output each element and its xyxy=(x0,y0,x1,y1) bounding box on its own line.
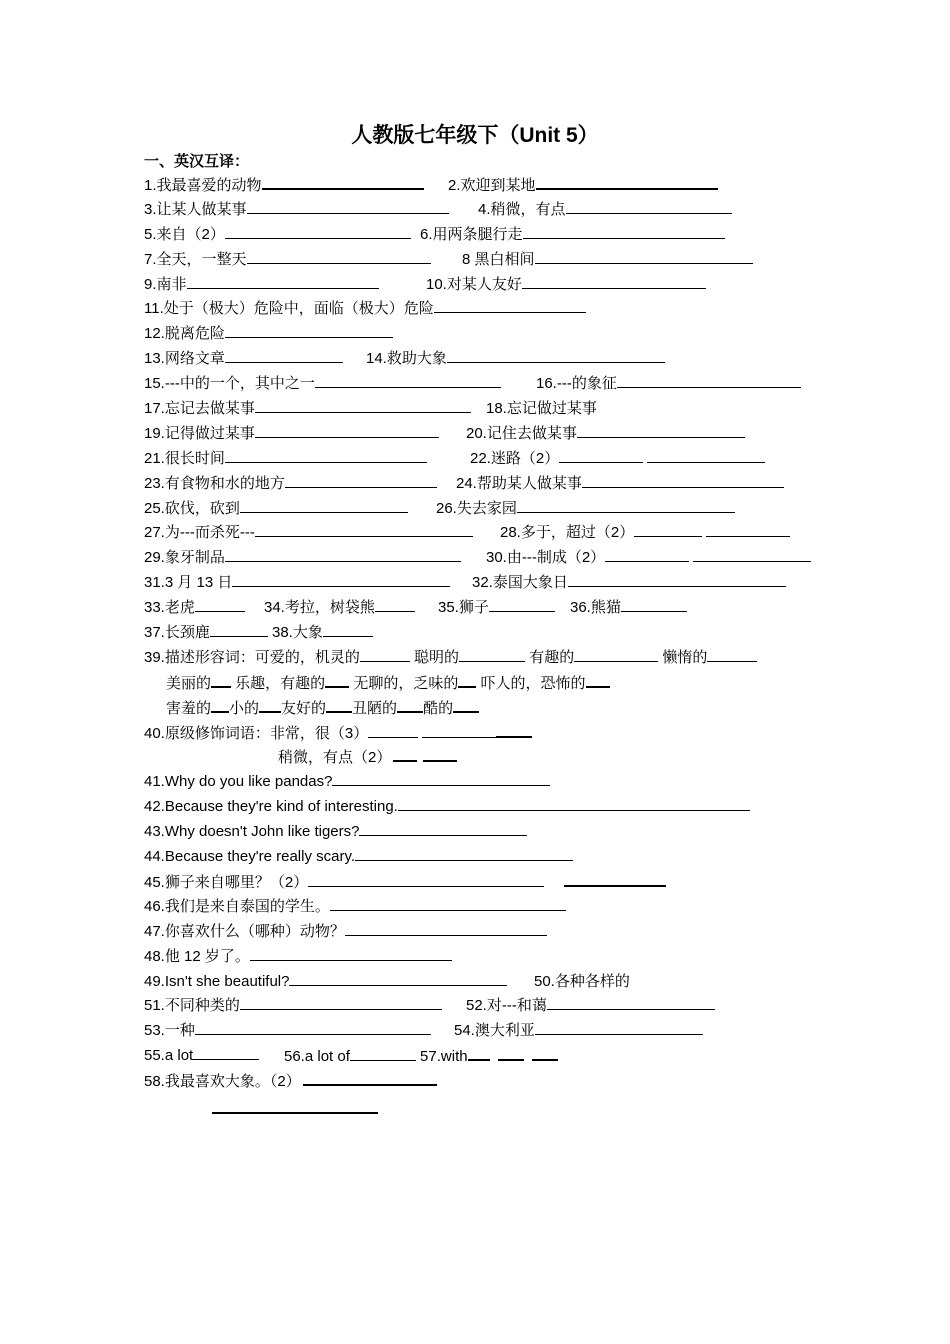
prompt-text: 29.象牙制品 xyxy=(144,549,225,567)
prompt-text: 6.用两条腿行走 xyxy=(420,225,523,243)
exercise-row xyxy=(144,347,824,372)
prompt-text: 19.记得做过某事 xyxy=(144,424,255,442)
prompt-text: 酷的 xyxy=(423,699,454,717)
exercise-item xyxy=(500,521,790,546)
prompt-text: 丑陋的 xyxy=(352,699,398,717)
exercise-row xyxy=(144,646,824,671)
exercise-row xyxy=(144,521,824,546)
prompt-text: 乐趣，有趣的 xyxy=(231,674,326,692)
exercise-item xyxy=(144,770,550,795)
prompt-text: 38.大象 xyxy=(272,624,323,642)
answer-blank[interactable] xyxy=(634,521,702,537)
prompt-text: 44.Because they're really scary. xyxy=(144,848,356,866)
exercise-item xyxy=(366,347,665,372)
answer-blank[interactable] xyxy=(453,696,479,713)
prompt-text: 22.迷路（2） xyxy=(470,449,560,467)
answer-blank[interactable] xyxy=(323,621,373,637)
prompt-text: 害羞的 xyxy=(166,699,212,717)
prompt-text: 55.a lot xyxy=(144,1047,194,1065)
exercise-row xyxy=(144,173,824,198)
prompt-text: 1.我最喜爱的动物 xyxy=(144,177,262,194)
prompt-text: 45.狮子来自哪里？（2） xyxy=(144,873,309,891)
exercise-row xyxy=(144,596,824,621)
answer-blank[interactable] xyxy=(498,1044,524,1061)
exercise-row xyxy=(144,745,824,770)
prompt-text: 26.失去家园 xyxy=(436,499,517,517)
prompt-text: 28.多于，超过（2） xyxy=(500,524,635,542)
exercise-item xyxy=(536,372,801,397)
prompt-text: 16.---的象征 xyxy=(536,375,617,393)
answer-blank[interactable] xyxy=(325,671,349,688)
answer-blank[interactable] xyxy=(496,721,532,738)
prompt-text: 24.帮助某人做某事 xyxy=(456,474,582,492)
answer-blank[interactable] xyxy=(617,372,801,388)
answer-blank[interactable] xyxy=(225,347,343,363)
prompt-text: 懒惰的 xyxy=(658,648,708,666)
prompt-text: 25.砍伐，砍到 xyxy=(144,499,240,517)
answer-blank[interactable] xyxy=(255,397,471,413)
exercise-item xyxy=(486,397,597,422)
prompt-text: 12.脱离危险 xyxy=(144,325,225,343)
answer-blank[interactable] xyxy=(247,198,449,214)
answer-blank[interactable] xyxy=(247,248,431,264)
exercise-row xyxy=(144,497,824,522)
prompt-text: 8 黑白相间 xyxy=(462,250,535,268)
answer-blank[interactable] xyxy=(375,596,415,612)
prompt-text: 58.我最喜欢大象。（2） xyxy=(144,1073,301,1091)
exercise-row xyxy=(144,671,824,696)
answer-blank[interactable] xyxy=(522,273,706,289)
prompt-text: 小的 xyxy=(229,699,260,717)
exercise-row xyxy=(144,273,824,298)
exercise-row xyxy=(144,447,824,472)
prompt-text: 47.你喜欢什么（哪种）动物？ xyxy=(144,922,345,940)
exercise-item xyxy=(284,1044,558,1070)
exercise-row xyxy=(144,198,824,223)
exercise-list xyxy=(144,173,824,1094)
answer-blank[interactable] xyxy=(535,248,753,264)
answer-blank[interactable] xyxy=(210,621,268,637)
exercise-item xyxy=(438,596,555,621)
answer-blank[interactable] xyxy=(447,347,665,363)
exercise-item xyxy=(278,745,457,771)
answer-blank[interactable] xyxy=(255,521,473,537)
exercise-row xyxy=(144,920,824,945)
prompt-text: 5.来自（2） xyxy=(144,225,225,243)
exercise-item xyxy=(144,422,439,447)
answer-blank[interactable] xyxy=(422,722,496,738)
exercise-row xyxy=(144,248,824,273)
exercise-item xyxy=(426,273,706,298)
exercise-item xyxy=(462,248,753,273)
exercise-item xyxy=(166,696,479,722)
answer-blank[interactable] xyxy=(517,497,735,513)
exercise-item xyxy=(486,546,811,571)
exercise-item xyxy=(448,173,718,199)
prompt-text: 35.狮子 xyxy=(438,599,489,617)
answer-blank[interactable] xyxy=(330,895,566,911)
answer-blank[interactable] xyxy=(397,696,423,713)
answer-blank[interactable] xyxy=(368,722,418,738)
exercise-item xyxy=(272,621,373,646)
answer-blank[interactable] xyxy=(303,1069,437,1086)
answer-blank[interactable] xyxy=(559,447,643,463)
answer-blank[interactable] xyxy=(350,1045,416,1061)
section-heading: 一、英汉互译： xyxy=(144,153,250,170)
answer-blank[interactable] xyxy=(225,223,411,239)
exercise-item xyxy=(144,223,411,248)
answer-blank[interactable] xyxy=(706,521,790,537)
exercise-row xyxy=(144,422,824,447)
answer-blank[interactable] xyxy=(566,198,732,214)
exercise-row xyxy=(144,1019,824,1044)
prompt-text: 吓人的，恐怖的 xyxy=(476,674,586,692)
exercise-row xyxy=(144,1044,824,1069)
answer-blank[interactable] xyxy=(187,273,379,289)
answer-blank[interactable] xyxy=(211,671,231,688)
exercise-item xyxy=(144,273,379,298)
answer-blank[interactable] xyxy=(262,173,424,190)
prompt-text: 有趣的 xyxy=(525,648,575,666)
exercise-item xyxy=(144,1044,259,1069)
exercise-item xyxy=(436,497,735,522)
prompt-text: 美丽的 xyxy=(166,674,212,692)
exercise-row xyxy=(144,895,824,920)
prompt-text: 4.稍微，有点 xyxy=(478,200,566,218)
answer-blank[interactable] xyxy=(355,845,573,861)
answer-blank[interactable] xyxy=(255,422,439,438)
prompt-text: 33.老虎 xyxy=(144,599,195,617)
prompt-text: 57.with xyxy=(415,1048,468,1066)
prompt-text: 23.有食物和水的地方 xyxy=(144,474,285,492)
page-title: 人教版七年级下（Unit 5） xyxy=(351,124,599,147)
exercise-item xyxy=(144,845,573,870)
prompt-text: 21.很长时间 xyxy=(144,449,225,467)
exercise-row xyxy=(144,397,824,422)
prompt-text: 14.救助大象 xyxy=(366,350,447,368)
answer-blank[interactable] xyxy=(458,671,476,688)
answer-blank[interactable] xyxy=(240,497,408,513)
prompt-text: 17.忘记去做某事 xyxy=(144,400,255,418)
prompt-text: 27.为---而杀死--- xyxy=(144,524,255,542)
exercise-item xyxy=(144,447,427,472)
prompt-text: 13.网络文章 xyxy=(144,350,225,368)
exercise-row xyxy=(144,546,824,571)
answer-blank[interactable] xyxy=(285,472,437,488)
prompt-text: 32.泰国大象日 xyxy=(472,574,568,592)
exercise-item xyxy=(466,422,745,447)
exercise-item xyxy=(144,546,461,571)
exercise-item xyxy=(466,994,715,1019)
exercise-item xyxy=(144,497,408,522)
answer-blank[interactable] xyxy=(574,646,658,662)
prompt-text: 3.让某人做某事 xyxy=(144,200,247,218)
answer-blank[interactable] xyxy=(225,546,461,562)
prompt-text: 41.Why do you like pandas? xyxy=(144,773,333,791)
exercise-row xyxy=(144,845,824,870)
answer-blank[interactable] xyxy=(423,745,457,762)
answer-blank[interactable] xyxy=(693,546,811,562)
exercise-item xyxy=(144,970,507,995)
answer-blank[interactable] xyxy=(523,223,725,239)
prompt-text: 无聊的，乏味的 xyxy=(349,674,459,692)
exercise-row xyxy=(144,870,824,895)
answer-blank[interactable] xyxy=(398,795,750,811)
exercise-row xyxy=(144,820,824,845)
exercise-row xyxy=(144,621,824,646)
answer-blank[interactable] xyxy=(232,571,450,587)
exercise-item xyxy=(456,472,784,497)
exercise-item xyxy=(144,646,757,671)
answer-blank[interactable] xyxy=(568,571,786,587)
exercise-row xyxy=(144,770,824,795)
prompt-text: 36.熊猫 xyxy=(570,599,621,617)
exercise-item xyxy=(144,198,449,223)
exercise-item xyxy=(144,920,547,945)
prompt-text: 10.对某人友好 xyxy=(426,275,522,293)
answer-blank[interactable] xyxy=(532,1044,558,1061)
answer-blank[interactable] xyxy=(332,770,550,786)
prompt-text: 11.处于（极大）危险中，面临（极大）危险 xyxy=(144,300,434,318)
exercise-item xyxy=(420,223,725,248)
answer-blank[interactable] xyxy=(707,646,757,662)
answer-blank[interactable] xyxy=(315,372,501,388)
exercise-item xyxy=(534,970,630,995)
exercise-row xyxy=(144,372,824,397)
exercise-item xyxy=(144,795,750,820)
answer-blank[interactable] xyxy=(240,994,442,1010)
answer-blank[interactable] xyxy=(225,322,393,338)
exercise-row xyxy=(144,223,824,248)
answer-blank[interactable] xyxy=(647,447,765,463)
exercise-row xyxy=(144,472,824,497)
exercise-row xyxy=(144,721,824,746)
exercise-item xyxy=(144,895,566,920)
answer-blank[interactable] xyxy=(225,447,427,463)
prompt-text: 49.Isn't she beautiful? xyxy=(144,972,290,990)
prompt-text: 37.长颈鹿 xyxy=(144,624,210,642)
exercise-item xyxy=(144,820,527,845)
exercise-item xyxy=(472,571,786,596)
exercise-item xyxy=(144,173,424,199)
exercise-row xyxy=(144,1069,824,1094)
exercise-row xyxy=(144,945,824,970)
answer-blank[interactable] xyxy=(326,696,352,713)
exercise-row xyxy=(144,322,824,347)
prompt-text: 30.由---制成（2） xyxy=(486,549,606,567)
prompt-text: 友好的 xyxy=(281,699,327,717)
prompt-text: 31.3 月 13 日 xyxy=(144,574,233,592)
answer-blank[interactable] xyxy=(250,945,452,961)
answer-blank[interactable] xyxy=(535,1019,703,1035)
exercise-item xyxy=(144,571,450,596)
answer-blank[interactable] xyxy=(468,1044,490,1061)
answer-blank[interactable] xyxy=(211,696,229,713)
prompt-text: 40.原级修饰词语：非常，很（3） xyxy=(144,724,369,742)
answer-blank[interactable] xyxy=(259,696,281,713)
prompt-text: 15.---中的一个，其中之一 xyxy=(144,375,315,393)
exercise-item xyxy=(454,1019,703,1044)
exercise-item xyxy=(144,472,437,497)
prompt-text: 51.不同种类的 xyxy=(144,997,240,1015)
exercise-item xyxy=(144,248,431,273)
prompt-text: 42.Because they're kind of interesting. xyxy=(144,798,398,816)
answer-blank[interactable] xyxy=(605,546,689,562)
exercise-item xyxy=(144,721,532,747)
answer-blank[interactable] xyxy=(489,596,555,612)
answer-blank[interactable] xyxy=(289,970,507,986)
exercise-item xyxy=(144,621,268,646)
answer-blank[interactable] xyxy=(195,596,245,612)
prompt-text: 34.考拉，树袋熊 xyxy=(264,599,375,617)
prompt-text: 稍微，有点（2） xyxy=(278,749,392,767)
answer-blank[interactable] xyxy=(360,646,410,662)
exercise-item xyxy=(144,521,473,546)
answer-blank[interactable] xyxy=(308,871,544,887)
exercise-row xyxy=(144,795,824,820)
answer-blank[interactable] xyxy=(193,1044,259,1060)
answer-blank[interactable] xyxy=(434,297,586,313)
answer-blank[interactable] xyxy=(582,472,784,488)
exercise-item xyxy=(144,347,343,372)
prompt-text: 52.对---和蔼 xyxy=(466,997,547,1015)
prompt-text: 48.他 12 岁了。 xyxy=(144,947,250,965)
exercise-item xyxy=(144,297,586,322)
exercise-item xyxy=(144,1069,437,1095)
exercise-item xyxy=(144,372,501,397)
answer-blank[interactable] xyxy=(621,596,687,612)
prompt-text: 18.忘记做过某事 xyxy=(486,400,597,418)
answer-blank[interactable] xyxy=(547,994,715,1010)
answer-blank[interactable] xyxy=(195,1019,431,1035)
exercise-row xyxy=(144,970,824,995)
exercise-row xyxy=(144,994,824,1019)
prompt-text: 7.全天，一整天 xyxy=(144,250,247,268)
answer-blank[interactable] xyxy=(212,1112,378,1114)
prompt-text: 43.Why doesn't John like tigers? xyxy=(144,823,360,841)
exercise-row xyxy=(144,297,824,322)
answer-blank[interactable] xyxy=(393,745,417,762)
answer-blank[interactable] xyxy=(345,920,547,936)
exercise-item xyxy=(478,198,732,223)
exercise-item xyxy=(144,1019,431,1044)
exercise-item xyxy=(144,945,452,970)
prompt-text: 56.a lot of xyxy=(284,1048,350,1066)
prompt-text: 53.一种 xyxy=(144,1022,195,1040)
answer-blank[interactable] xyxy=(536,173,718,190)
exercise-item xyxy=(144,994,442,1019)
exercise-item xyxy=(144,397,471,422)
answer-blank[interactable] xyxy=(359,820,527,836)
prompt-text: 聪明的 xyxy=(409,648,460,666)
prompt-text: 2.欢迎到某地 xyxy=(448,177,536,194)
exercise-item xyxy=(144,322,393,347)
prompt-text: 54.澳大利亚 xyxy=(454,1022,535,1040)
answer-blank[interactable] xyxy=(459,646,525,662)
exercise-row xyxy=(144,696,824,721)
exercise-item xyxy=(166,671,610,697)
prompt-text: 50.各种各样的 xyxy=(534,972,630,990)
prompt-text: 20.记住去做某事 xyxy=(466,424,577,442)
prompt-text: 9.南非 xyxy=(144,275,187,293)
exercise-item xyxy=(264,596,415,621)
prompt-text: 39.描述形容词：可爱的，机灵的 xyxy=(144,648,360,666)
exercise-item xyxy=(570,596,687,621)
exercise-row xyxy=(144,571,824,596)
answer-blank[interactable] xyxy=(586,671,610,688)
exercise-item xyxy=(144,596,245,621)
prompt-text: 46.我们是来自泰国的学生。 xyxy=(144,897,330,915)
exercise-item xyxy=(144,870,666,896)
answer-blank[interactable] xyxy=(577,422,745,438)
exercise-item xyxy=(470,447,765,472)
answer-blank[interactable] xyxy=(564,870,666,887)
